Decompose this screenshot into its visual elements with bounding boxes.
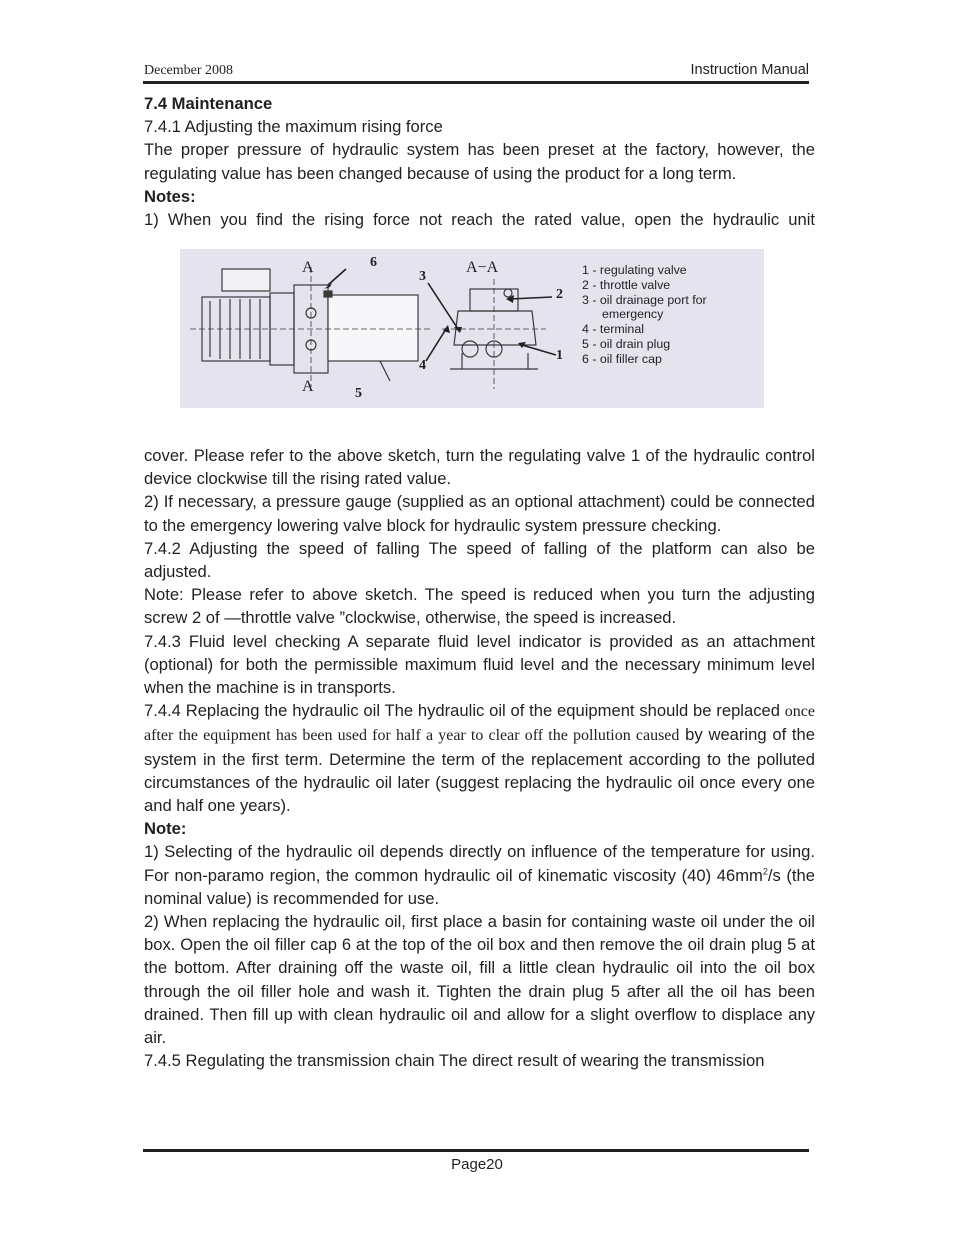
section-heading: 7.4 Maintenance (144, 94, 273, 113)
section-mark-a-bottom: A (302, 378, 314, 395)
callout-1: 1 (556, 348, 563, 363)
note-label: Note: (144, 819, 187, 839)
subsection-7-4-1: 7.4.1 Adjusting the maximum rising force (144, 117, 443, 137)
header-date: December 2008 (144, 63, 234, 78)
paragraph-line: 1) When you find the rising force not reach the rated value, open the hydraulic unit (144, 210, 815, 230)
paragraph: Note: Please refer to above sketch. The speed is reduced when you turn the adjusting screw 2 of —throttle valve ”clockwise, otherwise, the speed is increased. (144, 585, 815, 628)
legend-item: 2 - throttle valve (582, 277, 671, 292)
main-body (144, 444, 815, 1072)
paragraph-line: The proper pressure of hydraulic system has been preset at the factory, however, the (144, 140, 815, 160)
paragraph: 7.4.5 Regulating the transmission chain The direct result of wearing the transmission (144, 1051, 765, 1071)
paragraph-segment: /s (the nominal value) is recommended for use. (144, 865, 815, 908)
paragraph-line: regulating value has been changed because of using the product for a long term. (144, 163, 737, 183)
legend-item: 6 - oil filler cap (582, 351, 662, 366)
callout-2: 2 (556, 287, 563, 302)
paragraph: cover. Please refer to the above sketch, turn the regulating valve 1 of the hydraulic control device clockwise till the rising rated value. (144, 446, 815, 489)
legend-item: 4 - terminal (582, 322, 644, 337)
header-rule (143, 81, 809, 84)
notes-label: Notes: (144, 186, 196, 206)
section-title-aa: A−A (466, 259, 499, 276)
header-title: Instruction Manual (690, 62, 809, 78)
paragraph: 2) When replacing the hydraulic oil, first place a basin for containing waste oil under the oil box. Open the oil filler cap 6 at the top of the oil box and then remove the oil drain plug 5 at the bottom. After draining off the waste oil, fill a little clean hydraulic oil into the oil box through the oil filler hole and wash it. Tighten the drain plug 5 after all the oil has been drained. Then fill up with clean hydraulic oil and allow for a slight overflow to displace any air. (144, 912, 815, 1048)
section-top (144, 92, 815, 231)
footer-rule (143, 1149, 809, 1152)
paragraph-segment: 1) Selecting of the hydraulic oil depends directly on influence of the temperature for using. For non-paramo region, the common hydraulic oil of kinematic viscosity (40) 46mm (144, 842, 815, 885)
legend-item: 1 - regulating valve (582, 263, 687, 277)
hydraulic-unit-sketch (180, 249, 764, 408)
page-number: Page20 (451, 1156, 503, 1173)
callout-4: 4 (419, 358, 426, 373)
legend-item: emergency (602, 307, 664, 322)
paragraph (144, 699, 815, 817)
paragraph-segment: once after the equipment has been used for half a year to clear off the pollution caused (144, 703, 815, 745)
callout-6: 6 (370, 255, 377, 270)
paragraph: 2) If necessary, a pressure gauge (supplied as an optional attachment) could be connected to the emergency lowering valve block for hydraulic system pressure checking. (144, 492, 815, 535)
legend-item: 5 - oil drain plug (582, 336, 671, 351)
paragraph (144, 840, 815, 910)
paragraph-segment: by wearing of the system in the first term. Determine the term of the replacement according to the polluted circumstances of the hydraulic oil later (suggest replacing the hydraulic oil once every one and half one years). (144, 725, 816, 816)
figure-legend (582, 263, 707, 367)
superscript: 2 (762, 866, 768, 877)
paragraph: 7.4.3 Fluid level checking A separate fluid level indicator is provided as an attachment (optional) for both the permissible maximum fluid level and the necessary minimum level when the machine is in transports. (144, 631, 815, 698)
callout-5: 5 (355, 386, 362, 401)
section-mark-a-top: A (302, 259, 314, 276)
legend-item: 3 - oil drainage port for (582, 292, 707, 307)
paragraph: 7.4.2 Adjusting the speed of falling The speed of falling of the platform can also be adjusted. (144, 538, 815, 582)
callout-3: 3 (419, 269, 426, 284)
paragraph-segment: 7.4.4 Replacing the hydraulic oil The hydraulic oil of the equipment should be replaced (144, 701, 780, 721)
